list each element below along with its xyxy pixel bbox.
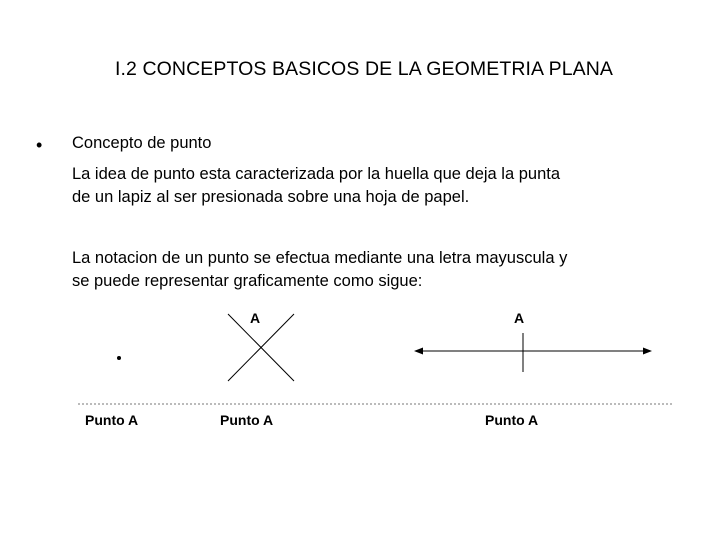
caption-line: Punto A	[485, 412, 539, 428]
cross-point-icon	[228, 314, 294, 381]
slide-title: I.2 CONCEPTOS BASICOS DE LA GEOMETRIA PLANA	[114, 58, 614, 80]
line-with-tick-icon	[414, 333, 652, 372]
paragraph-2-line-2: se puede representar graficamente como sigue:	[72, 272, 423, 290]
bullet-icon: •	[36, 135, 43, 155]
paragraph-2-line-1: La notacion de un punto se efectua mediante una letra mayuscula y	[72, 249, 568, 267]
paragraph-1-line-2: de un lapiz al ser presionada sobre una hoja de papel.	[72, 188, 470, 206]
cross-top-label: A	[250, 310, 261, 326]
caption-dot: Punto A	[85, 412, 139, 428]
caption-cross: Punto A	[220, 412, 274, 428]
bullet-heading: Concepto de punto	[72, 134, 212, 152]
paragraph-1-line-1: La idea de punto esta caracterizada por la huella que deja la punta	[72, 165, 561, 183]
dot-point-icon	[117, 356, 121, 360]
line-top-label: A	[514, 310, 525, 326]
